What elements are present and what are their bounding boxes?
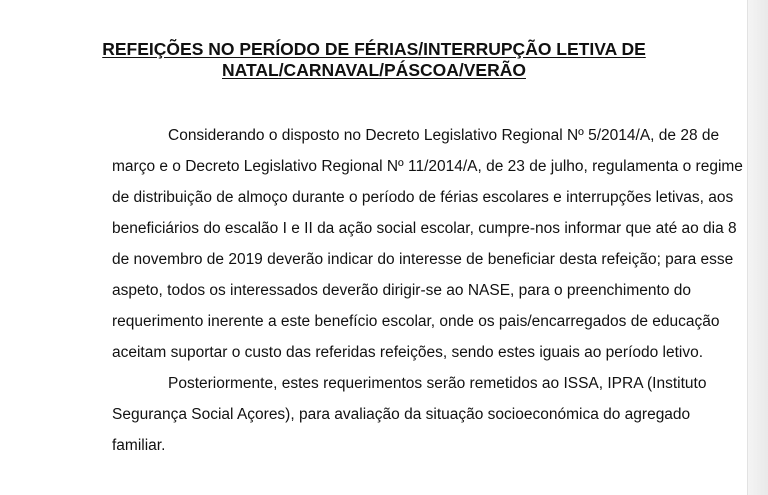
document-title-line-1: REFEIÇÕES NO PERÍODO DE FÉRIAS/INTERRUPÇÃO LETIVA DE — [102, 39, 646, 59]
paragraph-1-line-6: aspeto, todos os interessados deverão dirigir-se ao NASE, para o preenchimento do — [112, 282, 692, 299]
paragraph-1-line-1: Considerando o disposto no Decreto Legislativo Regional Nº 5/2014/A, de 28 de — [168, 127, 720, 144]
document-title-line-2: NATAL/CARNAVAL/PÁSCOA/VERÃO — [222, 60, 526, 80]
paragraph-1-line-5: de novembro de 2019 deverão indicar do interesse de beneficiar desta refeição; para esse — [112, 251, 734, 268]
paragraph-1-line-2: março e o Decreto Legislativo Regional Nº 11/2014/A, de 23 de julho, regulamenta o regime — [112, 158, 743, 175]
paragraph-1-line-7: requerimento inerente a este benefício escolar, onde os pais/encarregados de educação — [112, 313, 720, 330]
page-edge-strip — [747, 0, 768, 495]
paragraph-1-line-3: de distribuição de almoço durante o período de férias escolares e interrupções letivas, aos — [112, 189, 734, 206]
paragraph-2-line-3: familiar. — [112, 437, 166, 454]
paragraph-1-line-8: aceitam suportar o custo das referidas refeições, sendo estes iguais ao período letivo. — [112, 344, 704, 361]
paragraph-1-line-4: beneficiários do escalão I e II da ação social escolar, cumpre-nos informar que até ao dia 8 — [112, 220, 737, 237]
paragraph-2-line-1: Posteriormente, estes requerimentos serão remetidos ao ISSA, IPRA (Instituto — [168, 375, 707, 392]
paragraph-2-line-2: Segurança Social Açores), para avaliação da situação socioeconómica do agregado — [112, 406, 691, 423]
